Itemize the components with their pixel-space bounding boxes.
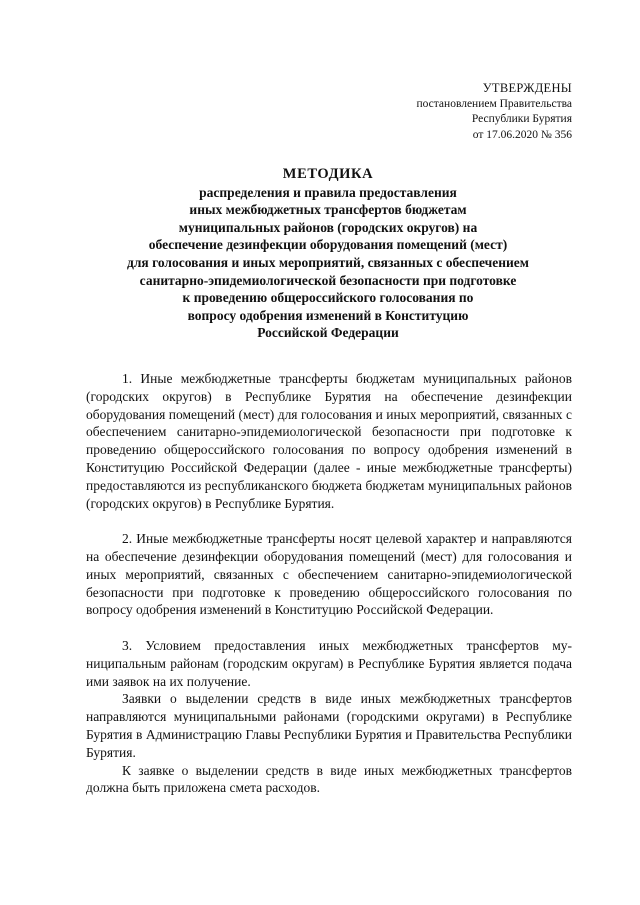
title-line: распределения и правила предоставления <box>199 184 457 200</box>
approval-line: постановлением Правительства <box>416 97 572 110</box>
paragraph-2: 2. Иные межбюджетные трансферты носят целевой характер и направляются на обеспечение дезинфекции оборудования помещений (мест) для голосования и иных мероприятий, связанных с обеспечением санитарно-эпидемиологической безопасности при подготовке к проведению общероссийского голосования по вопросу одобрения изменений в Конституцию Российской Федерации. <box>86 531 572 618</box>
paragraph-3-applications: Заявки о выделении средств в виде иных межбюджетных трансфертов направляются муниципальными районами (городскими округами) в Республике Бурятия в Администрацию Главы Республики Бурятия и Правительства Республики Бурятия. <box>86 691 572 760</box>
document-body <box>86 370 572 797</box>
paragraph-3: 3. Условием предоставления иных межбюджетных трансфертов муниципальным районам (городским округам) в Республике Бурятия является подача ими заявок на их получение. <box>86 637 572 689</box>
title-line: для голосования и иных мероприятий, связанных с обеспечением <box>126 254 529 270</box>
title-line: муниципальных районов (городских округов) на <box>178 219 478 235</box>
title-line: иных межбюджетных трансфертов бюджетам <box>189 202 467 218</box>
paragraph-1: 1. Иные межбюджетные трансферты бюджетам муниципальных районов (городских округов) в Республике Бурятия на обеспечение дезинфекции оборудования помещений (мест) для голосования и иных мероприятий, связанных с обеспечением санитарно-эпидемиологической безопасности при подготовке к проведению общероссийского голосования по вопросу одобрения изменений в Конституцию Российской Федерации (далее - иные межбюджетные трансферты) предоставляются из республиканского бюджета бюджетам муниципальных районов (городских округов) в Республике Бурятия. <box>86 371 572 511</box>
title-line: санитарно-эпидемиологической безопасности при подготовке <box>139 272 517 288</box>
title-line: вопросу одобрения изменений в Конституцию <box>187 307 469 323</box>
approval-line: Республики Бурятия <box>471 113 572 125</box>
title-line: обеспечение дезинфекции оборудования помещений (мест) <box>148 237 508 253</box>
document-title <box>60 166 596 342</box>
paragraph-3-estimate: К заявке о выделении средств в виде иных межбюджетных трансфертов должна быть приложена смета расходов. <box>86 762 572 796</box>
title-main: МЕТОДИКА <box>282 166 374 182</box>
approval-date-number: от 17.06.2020 № 356 <box>472 128 572 141</box>
approval-stamp: УТВЕРЖДЕНЫ <box>482 81 572 95</box>
approval-block <box>416 81 572 143</box>
title-line: к проведению общероссийского голосования по <box>182 290 474 306</box>
title-line: Российской Федерации <box>257 325 399 341</box>
